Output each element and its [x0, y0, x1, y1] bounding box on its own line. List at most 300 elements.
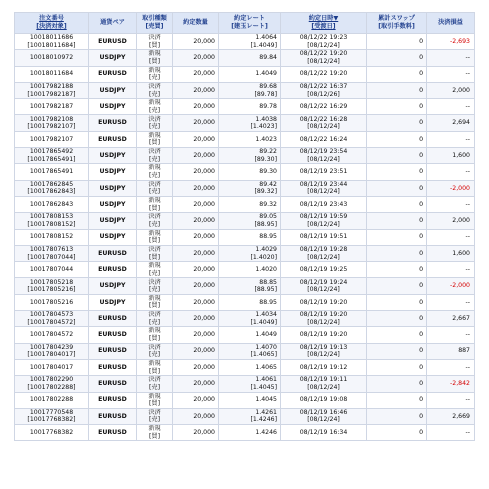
rate-cell — [219, 196, 281, 212]
trade-type-cell — [137, 408, 173, 424]
settlement-pl: -- — [427, 196, 475, 212]
date-cell — [281, 359, 367, 375]
position-rate: [1.4045] — [250, 383, 277, 391]
currency-pair: USDJPY — [89, 99, 137, 115]
trade-type: 新規 — [148, 164, 161, 172]
settlement-target: [10017805216] — [27, 286, 76, 294]
settlement-pl: -- — [427, 327, 475, 343]
rate-cell — [219, 164, 281, 180]
header-swap: 累計スワップ [取引手数料] — [367, 13, 427, 34]
trade-side: [売] — [148, 123, 160, 131]
trade-side: [買] — [148, 204, 160, 212]
rate-cell — [219, 131, 281, 147]
rate-cell — [219, 392, 281, 408]
table-row — [15, 148, 475, 164]
trade-type-cell — [137, 196, 173, 212]
settlement-pl: -2,842 — [427, 376, 475, 392]
position-rate: [1.4020] — [250, 253, 277, 261]
accumulated-swap: 0 — [367, 213, 427, 229]
date-cell — [281, 425, 367, 441]
trade-type-cell — [137, 164, 173, 180]
trade-side: [売] — [148, 90, 160, 98]
settlement-pl: -- — [427, 294, 475, 310]
date-cell — [281, 229, 367, 245]
trade-type-cell — [137, 148, 173, 164]
settlement-pl: -- — [427, 392, 475, 408]
trade-type: 新規 — [148, 327, 161, 335]
order-no[interactable]: 10017770548 — [29, 408, 74, 416]
table-row — [15, 245, 475, 261]
table-row — [15, 425, 475, 441]
order-no[interactable]: 10017804239 — [29, 343, 74, 351]
date-cell — [281, 376, 367, 392]
order-no[interactable]: 10017982107 — [29, 135, 74, 143]
trade-side: [買] — [148, 253, 160, 261]
trade-side: [買] — [148, 334, 160, 342]
table-row — [15, 294, 475, 310]
currency-pair: EURUSD — [89, 262, 137, 278]
trade-side: [買] — [148, 139, 160, 147]
trade-type: 決済 — [148, 148, 161, 156]
execution-datetime: 08/12/19 23:44 — [299, 180, 348, 188]
settlement-target: [10017808152] — [27, 220, 76, 228]
quantity: 20,000 — [173, 229, 219, 245]
currency-pair: EURUSD — [89, 245, 137, 261]
header-trade-type: 取引種類 [売買] — [137, 13, 173, 34]
order-no[interactable]: 10017807613 — [29, 245, 74, 253]
order-no-cell — [15, 311, 89, 327]
trade-type: 決済 — [148, 245, 161, 253]
order-no[interactable]: 10017865492 — [29, 148, 74, 156]
quantity: 20,000 — [173, 359, 219, 375]
accumulated-swap: 0 — [367, 262, 427, 278]
execution-rate: 88.85 — [259, 278, 277, 286]
execution-rate: 1.4045 — [255, 396, 277, 404]
delivery-date: [08/12/24] — [307, 41, 340, 49]
date-cell — [281, 278, 367, 294]
settlement-pl: -- — [427, 359, 475, 375]
order-no[interactable]: 10017808153 — [29, 213, 74, 221]
trade-type: 新規 — [148, 131, 161, 139]
date-cell — [281, 245, 367, 261]
trade-side: [売] — [148, 188, 160, 196]
table-row — [15, 131, 475, 147]
quantity: 20,000 — [173, 327, 219, 343]
trade-type: 新規 — [148, 425, 161, 433]
settlement-pl: 2,667 — [427, 311, 475, 327]
header-qty: 約定数量 — [173, 13, 219, 34]
table-row — [15, 278, 475, 294]
quantity: 20,000 — [173, 164, 219, 180]
execution-datetime: 08/12/19 19:13 — [299, 343, 348, 351]
settlement-pl: -- — [427, 66, 475, 82]
trade-side: [売] — [148, 155, 160, 163]
delivery-date: [08/12/24] — [307, 220, 340, 228]
accumulated-swap: 0 — [367, 82, 427, 98]
delivery-date: [08/12/24] — [307, 351, 340, 359]
settlement-pl: -2,000 — [427, 180, 475, 196]
order-no-cell — [15, 229, 89, 245]
execution-rate: 88.95 — [259, 298, 277, 306]
rate-cell — [219, 408, 281, 424]
settlement-pl: 1,600 — [427, 148, 475, 164]
date-cell — [281, 82, 367, 98]
delivery-date: [08/12/26] — [307, 90, 340, 98]
execution-datetime: 08/12/19 19:51 — [299, 233, 348, 241]
execution-datetime: 08/12/22 16:28 — [299, 115, 348, 123]
position-rate: [1.4246] — [250, 416, 277, 424]
table-row — [15, 82, 475, 98]
order-no-cell — [15, 50, 89, 66]
order-no[interactable]: 10017862845 — [29, 180, 74, 188]
quantity: 20,000 — [173, 262, 219, 278]
rate-cell — [219, 115, 281, 131]
order-no[interactable]: 10017982187 — [29, 103, 74, 111]
table-row — [15, 115, 475, 131]
delivery-date: [08/12/24] — [307, 253, 340, 261]
table-row — [15, 213, 475, 229]
date-cell — [281, 131, 367, 147]
quantity: 20,000 — [173, 343, 219, 359]
settlement-pl: -- — [427, 425, 475, 441]
trade-side: [売] — [148, 74, 160, 82]
trade-type: 決済 — [148, 34, 161, 42]
trade-type: 決済 — [148, 376, 161, 384]
trade-type-cell — [137, 359, 173, 375]
order-no[interactable]: 10017804573 — [29, 311, 74, 319]
execution-rate: 1.4070 — [255, 343, 277, 351]
currency-pair: USDJPY — [89, 180, 137, 196]
order-no-cell — [15, 82, 89, 98]
currency-pair: USDJPY — [89, 196, 137, 212]
trade-side: [買] — [148, 302, 160, 310]
execution-datetime: 08/12/19 19:11 — [299, 376, 348, 384]
trade-side: [売] — [148, 286, 160, 294]
delivery-date: [08/12/24] — [307, 286, 340, 294]
execution-datetime: 08/12/19 19:24 — [299, 278, 348, 286]
execution-datetime: 08/12/22 16:29 — [299, 103, 348, 111]
order-no-cell — [15, 294, 89, 310]
accumulated-swap: 0 — [367, 164, 427, 180]
order-no[interactable]: 10017802288 — [29, 396, 74, 404]
order-no[interactable]: 10017804017 — [29, 363, 74, 371]
order-no[interactable]: 10017865491 — [29, 168, 74, 176]
settlement-target: [10017865491] — [27, 155, 76, 163]
quantity: 20,000 — [173, 180, 219, 196]
table-row — [15, 196, 475, 212]
execution-rate: 89.68 — [259, 82, 277, 90]
accumulated-swap: 0 — [367, 50, 427, 66]
header-pair: 通貨ペア — [89, 13, 137, 34]
execution-rate: 89.22 — [259, 148, 277, 156]
settlement-pl: -2,693 — [427, 34, 475, 50]
quantity: 20,000 — [173, 294, 219, 310]
table-row — [15, 262, 475, 278]
table-row — [15, 50, 475, 66]
order-no-cell — [15, 164, 89, 180]
position-rate: [1.4049] — [250, 41, 277, 49]
order-no-cell — [15, 359, 89, 375]
settlement-target: [10017802288] — [27, 383, 76, 391]
trade-type: 決済 — [148, 343, 161, 351]
execution-datetime: 08/12/19 23:54 — [299, 148, 348, 156]
accumulated-swap: 0 — [367, 327, 427, 343]
order-no[interactable]: 10017807044 — [29, 266, 74, 273]
execution-rate: 88.95 — [259, 233, 277, 241]
trade-side: [売] — [148, 383, 160, 391]
delivery-date: [08/12/24] — [307, 155, 340, 163]
currency-pair: USDJPY — [89, 50, 137, 66]
trade-side: [買] — [148, 57, 160, 65]
execution-datetime: 08/12/19 19:08 — [299, 396, 348, 404]
execution-rate: 1.4049 — [255, 331, 277, 339]
trade-type-cell — [137, 392, 173, 408]
position-rate: [89.32] — [254, 188, 277, 196]
delivery-date: [08/12/24] — [307, 188, 340, 196]
table-row — [15, 359, 475, 375]
trade-side: [売] — [148, 269, 160, 277]
date-cell — [281, 99, 367, 115]
order-no[interactable]: 10017982188 — [29, 82, 74, 90]
currency-pair: EURUSD — [89, 343, 137, 359]
settlement-target: [10017804572] — [27, 318, 76, 326]
quantity: 20,000 — [173, 115, 219, 131]
execution-rate: 1.4065 — [255, 363, 277, 371]
execution-datetime: 08/12/19 19:28 — [299, 245, 348, 253]
quantity: 20,000 — [173, 245, 219, 261]
accumulated-swap: 0 — [367, 34, 427, 50]
settlement-target: [10017804017] — [27, 351, 76, 359]
accumulated-swap: 0 — [367, 229, 427, 245]
date-cell — [281, 148, 367, 164]
order-no-cell — [15, 278, 89, 294]
trade-type: 決済 — [148, 180, 161, 188]
trade-type: 決済 — [148, 115, 161, 123]
order-no[interactable]: 10017804572 — [29, 331, 74, 339]
accumulated-swap: 0 — [367, 115, 427, 131]
header-date-sort[interactable]: 約定日時▼ [受渡日] — [281, 13, 367, 34]
trade-type-cell — [137, 213, 173, 229]
trade-history — [14, 12, 474, 441]
execution-rate: 89.30 — [259, 168, 277, 176]
execution-rate: 1.4038 — [255, 115, 277, 123]
header-order-no[interactable]: 注文番号 [決済対象] — [15, 13, 89, 34]
currency-pair: USDJPY — [89, 82, 137, 98]
date-cell — [281, 213, 367, 229]
order-no-cell — [15, 262, 89, 278]
execution-datetime: 08/12/22 19:20 — [299, 50, 348, 58]
order-no[interactable]: 10017862843 — [29, 200, 74, 208]
execution-datetime: 08/12/19 19:20 — [299, 298, 348, 306]
order-no-cell — [15, 245, 89, 261]
accumulated-swap: 0 — [367, 392, 427, 408]
quantity: 20,000 — [173, 148, 219, 164]
settlement-pl: -- — [427, 99, 475, 115]
order-no[interactable]: 10017805216 — [29, 298, 74, 306]
table-row — [15, 34, 475, 50]
currency-pair: EURUSD — [89, 408, 137, 424]
currency-pair: EURUSD — [89, 115, 137, 131]
rate-cell — [219, 262, 281, 278]
position-rate: [1.4065] — [250, 351, 277, 359]
quantity: 20,000 — [173, 213, 219, 229]
currency-pair: USDJPY — [89, 229, 137, 245]
settlement-target: [10018011684] — [27, 41, 76, 49]
order-no[interactable]: 10018011684 — [29, 70, 74, 78]
execution-datetime: 08/12/19 19:20 — [299, 331, 348, 339]
execution-rate: 1.4246 — [255, 428, 277, 436]
accumulated-swap: 0 — [367, 148, 427, 164]
accumulated-swap: 0 — [367, 278, 427, 294]
currency-pair: EURUSD — [89, 425, 137, 441]
rate-cell — [219, 359, 281, 375]
date-cell — [281, 66, 367, 82]
table-row — [15, 66, 475, 82]
execution-datetime: 08/12/19 19:59 — [299, 213, 348, 221]
rate-cell — [219, 66, 281, 82]
execution-datetime: 08/12/19 23:51 — [299, 168, 348, 176]
order-no[interactable]: 10017982108 — [29, 115, 74, 123]
table-row — [15, 311, 475, 327]
currency-pair: EURUSD — [89, 359, 137, 375]
order-no[interactable]: 10018010972 — [29, 54, 74, 62]
order-no[interactable]: 10018011686 — [29, 34, 74, 42]
accumulated-swap: 0 — [367, 99, 427, 115]
settlement-pl: 2,694 — [427, 115, 475, 131]
currency-pair: EURUSD — [89, 311, 137, 327]
rate-cell — [219, 213, 281, 229]
date-cell — [281, 262, 367, 278]
order-no[interactable]: 10017805218 — [29, 278, 74, 286]
position-rate: [88.95] — [254, 286, 277, 294]
table-row — [15, 99, 475, 115]
order-no[interactable]: 10017802290 — [29, 376, 74, 384]
date-cell — [281, 343, 367, 359]
trade-side: [買] — [148, 432, 160, 440]
date-cell — [281, 327, 367, 343]
table-row — [15, 180, 475, 196]
rate-cell — [219, 229, 281, 245]
order-no-cell — [15, 99, 89, 115]
execution-rate: 1.4020 — [255, 266, 277, 273]
order-no-cell — [15, 343, 89, 359]
trade-type: 決済 — [148, 213, 161, 221]
date-cell — [281, 311, 367, 327]
execution-datetime: 08/12/19 19:20 — [299, 311, 348, 319]
accumulated-swap: 0 — [367, 131, 427, 147]
rate-cell — [219, 425, 281, 441]
quantity: 20,000 — [173, 50, 219, 66]
table-row — [15, 408, 475, 424]
order-no-cell — [15, 213, 89, 229]
execution-datetime: 08/12/22 16:37 — [299, 82, 348, 90]
accumulated-swap: 0 — [367, 425, 427, 441]
order-no-cell — [15, 131, 89, 147]
delivery-date: [08/12/24] — [307, 383, 340, 391]
quantity: 20,000 — [173, 425, 219, 441]
execution-rate: 1.4049 — [255, 70, 277, 78]
order-no[interactable]: 10017768382 — [29, 428, 74, 436]
order-no-cell — [15, 408, 89, 424]
trade-side: [売] — [148, 172, 160, 180]
quantity: 20,000 — [173, 376, 219, 392]
execution-datetime: 08/12/19 16:34 — [299, 428, 348, 436]
trade-side: [買] — [148, 367, 160, 375]
table-row — [15, 343, 475, 359]
trade-type-cell — [137, 262, 173, 278]
accumulated-swap: 0 — [367, 66, 427, 82]
trade-type: 新規 — [148, 229, 161, 237]
order-no-cell — [15, 34, 89, 50]
trade-type-cell — [137, 99, 173, 115]
rate-cell — [219, 180, 281, 196]
rate-cell — [219, 327, 281, 343]
execution-datetime: 08/12/22 19:20 — [299, 70, 348, 78]
accumulated-swap: 0 — [367, 343, 427, 359]
accumulated-swap: 0 — [367, 180, 427, 196]
trade-type-cell — [137, 278, 173, 294]
order-no-cell — [15, 196, 89, 212]
trade-type: 新規 — [148, 99, 161, 107]
order-no-cell — [15, 66, 89, 82]
trade-type-cell — [137, 327, 173, 343]
currency-pair: USDJPY — [89, 213, 137, 229]
currency-pair: USDJPY — [89, 278, 137, 294]
execution-datetime: 08/12/19 16:46 — [299, 408, 348, 416]
trade-type-cell — [137, 131, 173, 147]
trade-type: 新規 — [148, 294, 161, 302]
accumulated-swap: 0 — [367, 376, 427, 392]
trade-side: [売] — [148, 318, 160, 326]
settlement-target: [10017768382] — [27, 416, 76, 424]
trade-type: 決済 — [148, 278, 161, 286]
currency-pair: USDJPY — [89, 164, 137, 180]
quantity: 20,000 — [173, 99, 219, 115]
trade-type-cell — [137, 34, 173, 50]
trade-side: [売] — [148, 416, 160, 424]
execution-datetime: 08/12/19 19:12 — [299, 363, 348, 371]
settlement-pl: -- — [427, 131, 475, 147]
order-no-cell — [15, 392, 89, 408]
order-no[interactable]: 10017808152 — [29, 233, 74, 241]
trade-type-cell — [137, 229, 173, 245]
trade-type: 新規 — [148, 66, 161, 74]
order-no-cell — [15, 327, 89, 343]
settlement-pl: 887 — [427, 343, 475, 359]
currency-pair: EURUSD — [89, 34, 137, 50]
position-rate: [89.30] — [254, 155, 277, 163]
trade-type-cell — [137, 115, 173, 131]
trade-type: 決済 — [148, 82, 161, 90]
quantity: 20,000 — [173, 278, 219, 294]
trade-type: 新規 — [148, 262, 161, 270]
execution-datetime: 08/12/19 19:25 — [299, 266, 348, 273]
trade-type: 新規 — [148, 50, 161, 58]
table-row — [15, 164, 475, 180]
table-header-row — [15, 13, 475, 34]
trade-type: 新規 — [148, 359, 161, 367]
date-cell — [281, 50, 367, 66]
rate-cell — [219, 294, 281, 310]
table-row — [15, 229, 475, 245]
rate-cell — [219, 82, 281, 98]
currency-pair: EURUSD — [89, 327, 137, 343]
trade-side: [売] — [148, 106, 160, 114]
trade-type-cell — [137, 180, 173, 196]
execution-rate: 1.4061 — [255, 376, 277, 384]
date-cell — [281, 294, 367, 310]
settlement-pl: -- — [427, 50, 475, 66]
